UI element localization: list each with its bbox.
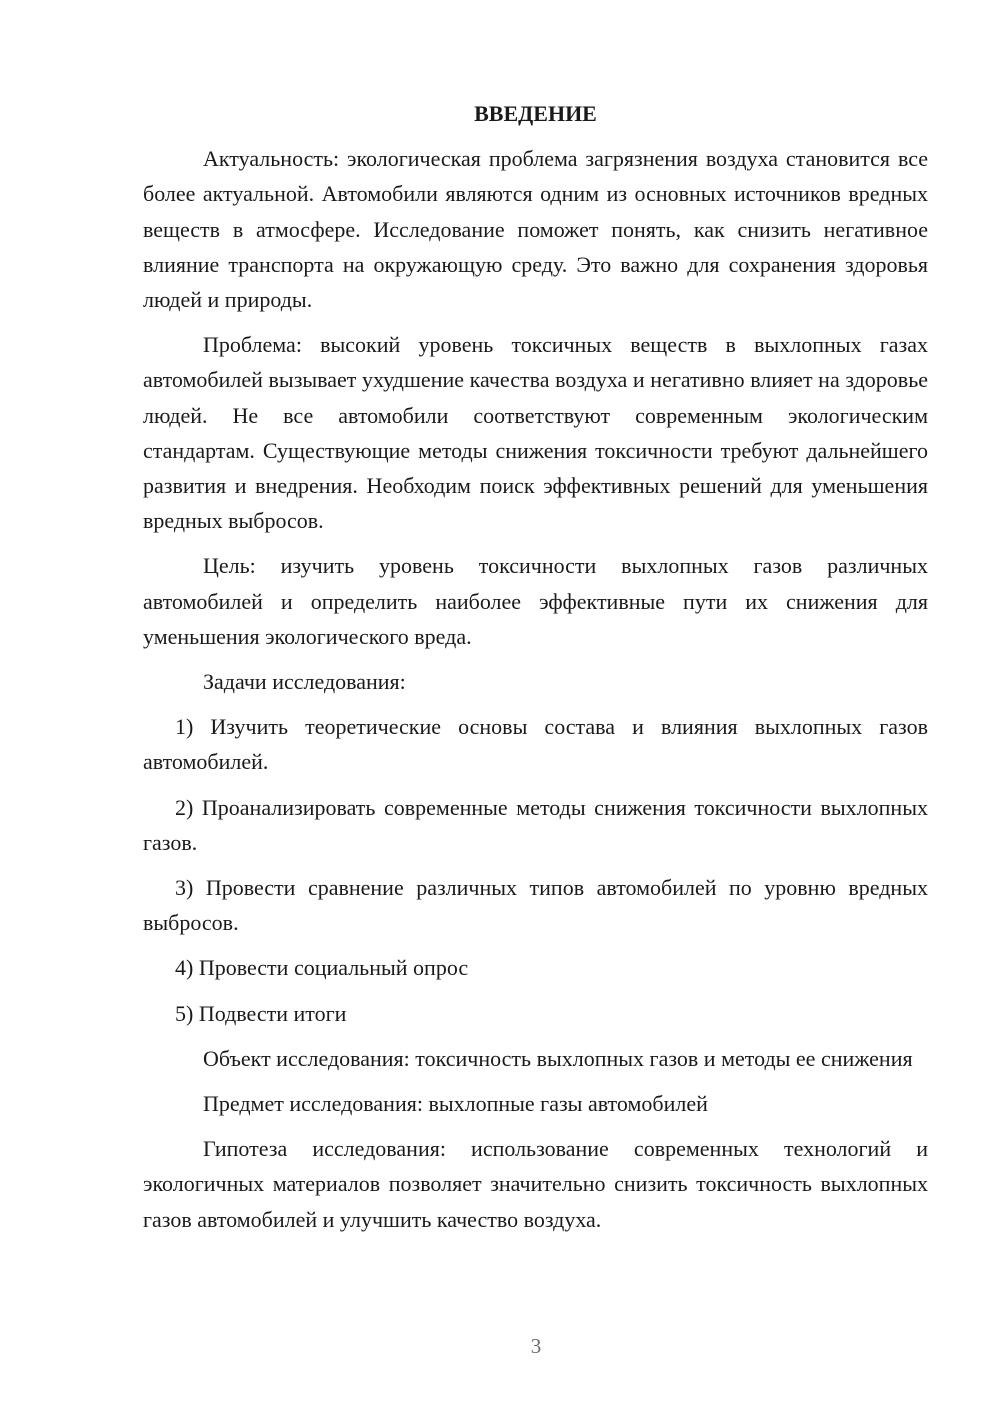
paragraph-object: Объект исследования: токсичность выхлопных газов и методы ее снижения <box>203 1045 913 1071</box>
paragraph-relevance: Актуальность: экологическая проблема загрязнения воздуха становится все более актуальной. Автомобили являются одним из основных источников вредных веществ в атмосфере. Исследование поможет понять, как снизить негативное влияние транспорта на окружающую среду. Это важно для сохранения здоровья людей и природы. <box>143 146 928 313</box>
paragraph-problem: Проблема: высокий уровень токсичных веществ в выхлопных газах автомобилей вызывает ухудшение качества воздуха и негативно влияет на здоровье людей. Не все автомобили соответствуют современным экологическим стандартам. Существующие методы снижения токсичности требуют дальнейшего развития и внедрения. Необходим поиск эффективных решений для уменьшения вредных выбросов. <box>143 332 928 534</box>
task-item-2: 2) Проанализировать современные методы снижения токсичности выхлопных газов. <box>143 794 928 855</box>
tasks-heading: Задачи исследования: <box>203 669 406 695</box>
document-page <box>143 96 928 1247</box>
task-item-4: 4) Провести социальный опрос <box>175 955 469 981</box>
task-item-1: 1) Изучить теоретические основы состава и влияния выхлопных газов автомобилей. <box>143 714 928 775</box>
paragraph-hypothesis: Гипотеза исследования: использование современных технологий и экологичных материалов позволяет значительно снизить токсичность выхлопных газов автомобилей и улучшить качество воздуха. <box>143 1136 928 1232</box>
paragraph-subject: Предмет исследования: выхлопные газы автомобилей <box>203 1091 708 1117</box>
page-number: 3 <box>530 1334 542 1358</box>
task-item-5: 5) Подвести итоги <box>175 1000 347 1026</box>
section-title: ВВЕДЕНИЕ <box>474 101 597 126</box>
paragraph-goal: Цель: изучить уровень токсичности выхлопных газов различных автомобилей и определить наиболее эффективные пути их снижения для уменьшения экологического вреда. <box>143 553 928 649</box>
task-item-3: 3) Провести сравнение различных типов автомобилей по уровню вредных выбросов. <box>143 875 928 936</box>
